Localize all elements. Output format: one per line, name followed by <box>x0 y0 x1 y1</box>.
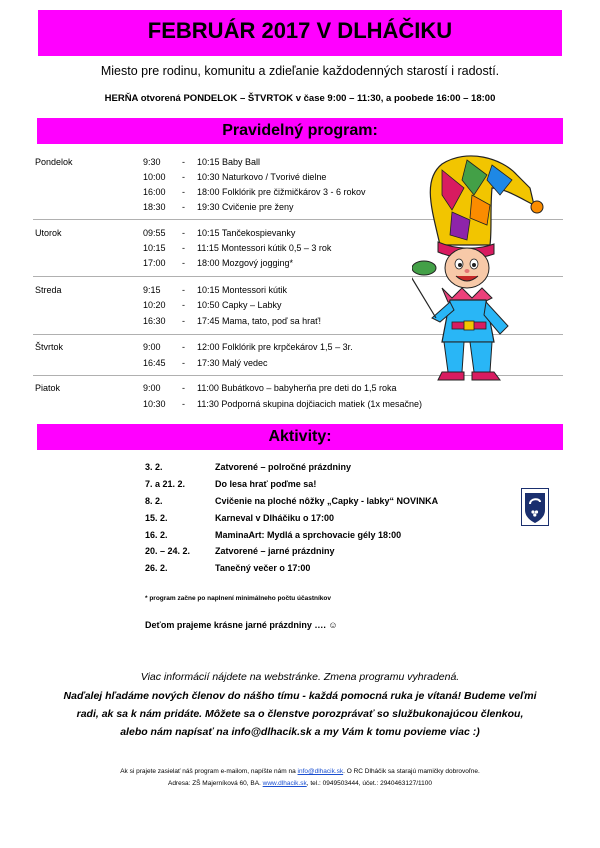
schedule-row: 9:00 - 12:00 Folklórik pre krpčekárov 1,5 – 3r. <box>143 342 353 352</box>
activity-item: 20. – 24. 2. Zatvorené – jarné prázdniny <box>145 546 335 556</box>
activity-item: 15. 2. Karneval v Dlháčiku o 17:00 <box>145 513 335 523</box>
day-label: Utorok <box>35 228 62 238</box>
schedule-row: 10:30 - 11:30 Podporná skupina dojčiacich matiek (1x mesačne) <box>143 399 422 409</box>
day-label: Pondelok <box>35 157 73 167</box>
program-heading-bar <box>37 118 563 144</box>
program-note: * program začne po naplnení minimálneho počtu účastníkov <box>145 595 332 602</box>
info-line: alebo nám napísať na info@dlhacik.sk a my Vám k tomu povieme viac :) <box>120 726 480 738</box>
schedule-row: 10:20 - 10:50 Capky – Labky <box>143 300 282 310</box>
activity-item: 8. 2. Cvičenie na ploché nôžky „Capky - labky“ NOVINKA <box>145 496 439 506</box>
herna-hours: HERŇA otvorená PONDELOK – ŠTVRTOK v čase 9:00 – 11:30, a poobede 16:00 – 18:00 <box>104 93 496 104</box>
day-label: Streda <box>35 285 62 295</box>
subtitle: Miesto pre rodinu, komunitu a zdieľanie každodenných starostí i radostí. <box>100 64 500 78</box>
activity-item: 16. 2. MaminaArt: Mydlá a sprchovacie gély 18:00 <box>145 530 402 540</box>
info-line: Naďalej hľadáme nových členov do nášho tímu - každá pomocná ruka je vítaná! Budeme veľmi <box>63 690 537 702</box>
schedule-row: 09:55 - 10:15 Tančekospievanky <box>143 228 296 238</box>
title-banner <box>38 10 562 56</box>
day-label: Štvrtok <box>35 342 64 352</box>
schedule-row: 16:30 - 17:45 Mama, tato, poď sa hrať! <box>143 316 321 326</box>
schedule-row: 16:45 - 17:30 Malý vedec <box>143 358 268 368</box>
schedule-row: 16:00 - 18:00 Folklórik pre čižmičkárov 3 - 6 rokov <box>143 187 366 197</box>
schedule-row: 10:15 - 11:15 Montessori kútik 0,5 – 3 rok <box>143 243 332 253</box>
info-line: Viac informácií nájdete na webstránke. Zmena programu vyhradená. <box>140 671 460 683</box>
program-heading: Pravidelný program: <box>222 122 378 139</box>
footer-line: Adresa: ZŠ Majerníková 60, BA. www.dlhacik.sk, tel.: 0949503444, účet.: 2940463127/1100 <box>167 780 433 787</box>
schedule-row: 17:00 - 18:00 Mozgový jogging* <box>143 258 294 268</box>
schedule-row: 10:00 - 10:30 Naturkovo / Tvorivé dielne <box>143 172 327 182</box>
schedule-row: 9:30 - 10:15 Baby Ball <box>143 157 261 167</box>
schedule-row: 9:00 - 11:00 Bubátkovo – babyherňa pre deti do 1,5 roka <box>143 383 397 393</box>
email-link[interactable]: info@dlhacik.sk <box>297 768 344 775</box>
schedule-row: 9:15 - 10:15 Montessori kútik <box>143 285 288 295</box>
jester-mascot-icon <box>412 150 562 385</box>
activity-item: 7. a 21. 2. Do lesa hrať poďme sa! <box>145 479 317 489</box>
holiday-wish: Deťom prajeme krásne jarné prázdniny …. ☺ <box>145 620 338 630</box>
info-line: radi, ak sa k nám pridáte. Môžete sa o členstve porozprávať so službukonajúcou členkou, <box>76 708 524 720</box>
footer-line: Ak si prajete zasielať náš program e-mailom, napíšte nám na info@dlhacik.sk. O RC Dlháčik sa starajú mamičky dobrovoľne. <box>120 768 480 775</box>
activity-item: 26. 2. Tanečný večer o 17:00 <box>145 563 311 573</box>
activities-heading-bar <box>37 424 563 450</box>
website-link[interactable]: www.dlhacik.sk <box>262 780 307 787</box>
crest-icon <box>521 488 549 526</box>
page-title: FEBRUÁR 2017 V DLHÁČIKU <box>147 18 453 43</box>
day-label: Piatok <box>35 383 61 393</box>
activity-item: 3. 2. Zatvorené – polročné prázdniny <box>145 462 352 472</box>
schedule-row: 18:30 - 19:30 Cvičenie pre ženy <box>143 202 294 212</box>
activities-heading: Aktivity: <box>268 428 332 445</box>
